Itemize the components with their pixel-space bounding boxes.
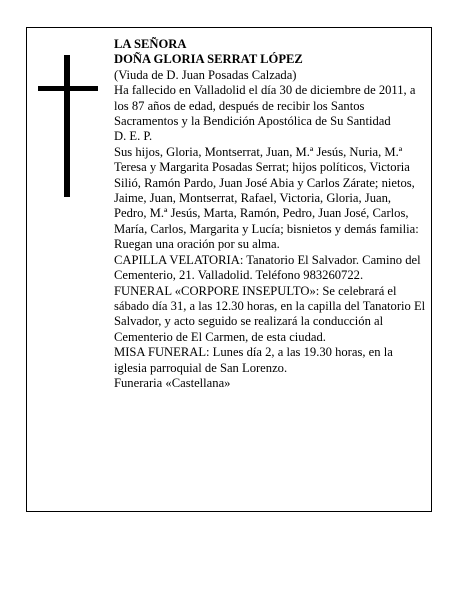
family-list: Sus hijos, Gloria, Montserrat, Juan, M.ª Jesús, Nuria, M.ª Teresa y Margarita Posadas Serrat; hijos políticos, Victoria Silió, Ramón Pardo, Juan José Abia y Carlos Zárate; nietos, Jaime, Juan, Montserrat, Rafael, Victoria, Gloria, Juan, Pedro, M.ª Jesús, Marta, Ramón, Pedro, Juan José, Carlos, María, Carlos, Margarita y Lucía; bisnietos y demás familia: bbox=[114, 144, 419, 236]
deceased-name: DOÑA GLORIA SERRAT LÓPEZ bbox=[114, 52, 303, 67]
funeral-info: FUNERAL «CORPORE INSEPULTO»: Se celebrará el sábado día 31, a las 12.30 horas, en la capilla del Tanatorio El Salvador, y acto seguido se realizará la conducción al Cementerio de El Carmen, de esta ciudad. bbox=[114, 283, 426, 344]
death-statement: Ha fallecido en Valladolid el día 30 de diciembre de 2011, a los 87 años de edad, después de recibir los Santos Sacramentos y la Bendición Apostólica de Su Santidad bbox=[114, 83, 416, 129]
wake-info: CAPILLA VELATORIA: Tanatorio El Salvador. Camino del Cementerio, 21. Valladolid. Teléfono 983260722. bbox=[114, 252, 421, 283]
widow-of: (Viuda de D. Juan Posadas Calzada) bbox=[114, 67, 297, 82]
latin-cross-icon bbox=[38, 55, 98, 197]
prayer-request: Ruegan una oración por su alma. bbox=[114, 237, 280, 252]
title-line: LA SEÑORA bbox=[114, 37, 187, 51]
obituary-text bbox=[114, 37, 426, 391]
cross-vertical-bar bbox=[64, 55, 70, 197]
cross-horizontal-bar bbox=[38, 86, 98, 91]
mass-info: MISA FUNERAL: Lunes día 2, a las 19.30 horas, en la iglesia parroquial de San Lorenzo. bbox=[114, 345, 393, 375]
rip: D. E. P. bbox=[114, 129, 153, 144]
funeral-home: Funeraria «Castellana» bbox=[114, 375, 231, 390]
